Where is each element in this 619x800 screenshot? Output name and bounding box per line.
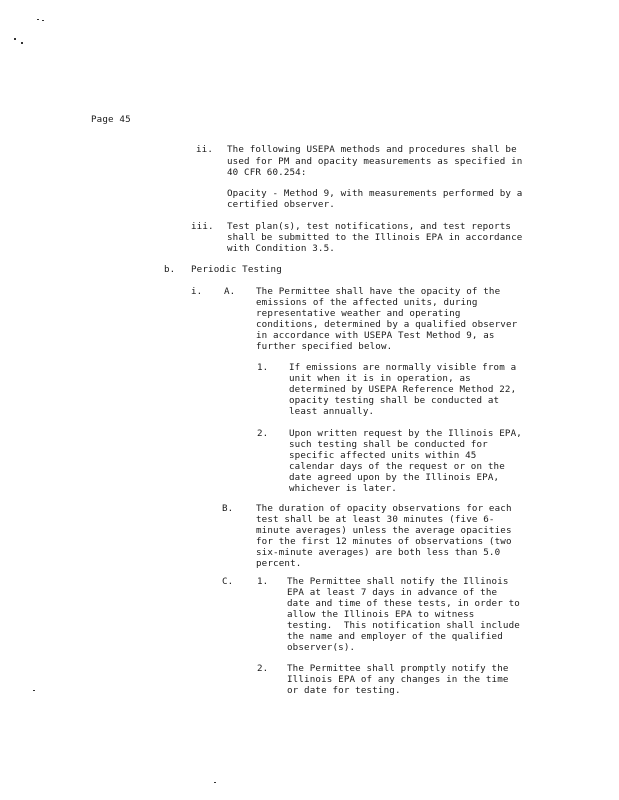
section-marker: b. [164, 264, 176, 275]
item-line: minute averages) unless the average opacities [256, 525, 512, 536]
item-line: The Permittee shall notify the Illinois [287, 576, 509, 587]
item-line: 40 CFR 60.254: [227, 167, 307, 178]
item-line: representative weather and operating [256, 308, 461, 319]
item-marker: B. [222, 503, 234, 514]
item-submarker: 1. [257, 576, 269, 587]
item-line: or date for testing. [287, 685, 401, 696]
item-line: Upon written request by the Illinois EPA, [289, 428, 522, 439]
item-marker: C. [222, 576, 234, 587]
item-marker: 1. [257, 362, 269, 373]
item-line: such testing shall be conducted for [289, 439, 488, 450]
item-marker: iii. [191, 221, 214, 232]
item-marker: 2. [257, 663, 269, 674]
scan-speck [214, 782, 216, 783]
item-marker: i. [191, 286, 203, 297]
item-line: The duration of opacity observations for each [256, 503, 512, 514]
scan-speck [14, 38, 16, 40]
item-line: least annually. [289, 406, 375, 417]
item-line: test shall be at least 30 minutes (five 6- [256, 514, 495, 525]
item-line: allow the Illinois EPA to witness [287, 609, 475, 620]
scan-speck [33, 690, 35, 691]
item-line: used for PM and opacity measurements as specified in [227, 156, 523, 167]
item-line: further specified below. [256, 341, 393, 352]
item-line: The Permittee shall have the opacity of the [256, 286, 501, 297]
item-line: unit when it is in operation, as [289, 373, 471, 384]
item-line: whichever is later. [289, 483, 397, 494]
item-line: percent. [256, 558, 302, 569]
item-submarker: A. [224, 286, 236, 297]
scan-speck [37, 19, 39, 20]
item-line: testing. This notification shall include [287, 620, 520, 631]
scan-speck [42, 20, 44, 21]
item-line: in accordance with USEPA Test Method 9, as [256, 330, 495, 341]
page-label: Page 45 [91, 114, 131, 125]
item-line: date and time of these tests, in order to [287, 598, 520, 609]
item-line: for the first 12 minutes of observations (two [256, 536, 512, 547]
item-line: date agreed upon by the Illinois EPA, [289, 472, 500, 483]
item-line: certified observer. [227, 199, 335, 210]
item-line: opacity testing shall be conducted at [289, 395, 500, 406]
item-line: observer(s). [287, 642, 356, 653]
item-marker: ii. [196, 144, 214, 155]
item-line: Test plan(s), test notifications, and test reports [227, 221, 512, 232]
item-line: shall be submitted to the Illinois EPA in accordance [227, 232, 523, 243]
item-line: specific affected units within 45 [289, 450, 477, 461]
item-line: emissions of the affected units, during [256, 297, 478, 308]
item-line: EPA at least 7 days in advance of the [287, 587, 498, 598]
item-line: If emissions are normally visible from a [289, 362, 517, 373]
item-line: Illinois EPA of any changes in the time [287, 674, 509, 685]
item-line: The following USEPA methods and procedures shall be [227, 144, 517, 155]
item-line: six-minute averages) are both less than 5.0 [256, 547, 501, 558]
item-line: calendar days of the request or on the [289, 461, 505, 472]
item-line: The Permittee shall promptly notify the [287, 663, 509, 674]
item-line: the name and employer of the qualified [287, 631, 503, 642]
item-marker: 2. [257, 428, 269, 439]
scan-speck [21, 42, 23, 44]
item-line: determined by USEPA Reference Method 22, [289, 384, 517, 395]
item-line: conditions, determined by a qualified observer [256, 319, 518, 330]
section-heading: Periodic Testing [191, 264, 282, 275]
item-line: with Condition 3.5. [227, 243, 335, 254]
item-line: Opacity - Method 9, with measurements performed by a [227, 188, 523, 199]
